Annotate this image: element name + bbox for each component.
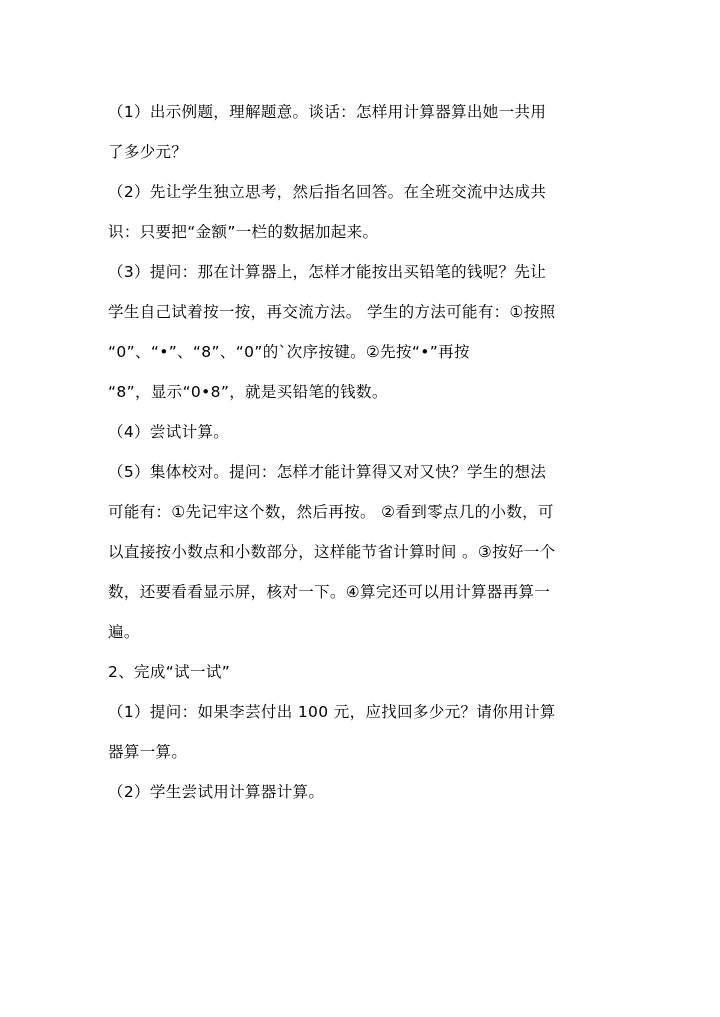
text-line-step-2: （2）先让学生独立思考，然后指名回答。在全班交流中达成共	[108, 183, 547, 201]
text-line: 识：只要把“金额”一栏的数据加起来。	[108, 223, 379, 241]
text-line: 学生自己试着按一按，再交流方法。 学生的方法可能有：①按照	[108, 303, 556, 321]
text-line: “0”、“•”、“8”、“0”的`次序按键。②先按“•”再按	[108, 343, 470, 361]
text-line: 以直接按小数点和小数部分，这样能节省计算时间 。③按好一个	[108, 543, 556, 561]
text-line-step-1: （1）出示例题，理解题意。谈话：怎样用计算器算出她一共用	[108, 103, 547, 121]
text-line-step-3: （3）提问：那在计算器上，怎样才能按出买铅笔的钱呢？先让	[108, 263, 547, 281]
section-heading: 2、完成“试一试”	[108, 663, 231, 681]
text-line: 遍。	[108, 623, 140, 641]
document-body	[108, 92, 618, 812]
text-line-step-5: （5）集体校对。提问：怎样才能计算得又对又快？学生的想法	[108, 463, 547, 481]
text-line: 可能有：①先记牢这个数，然后再按。 ②看到零点几的小数，可	[108, 503, 554, 521]
text-line-step-4: （4）尝试计算。	[108, 423, 230, 441]
text-line-step-2: （2）学生尝试用计算器计算。	[108, 783, 325, 801]
text-line: 了多少元？	[108, 143, 188, 161]
text-line: “8”，显示“0•8”，就是买铅笔的钱数。	[108, 383, 388, 401]
text-line: 数，还要看看显示屏，核对一下。④算完还可以用计算器再算一	[108, 583, 551, 601]
text-line: 器算一算。	[108, 743, 188, 761]
text-line-step-1: （1）提问：如果李芸付出 100 元，应找回多少元？请你用计算	[108, 703, 556, 721]
